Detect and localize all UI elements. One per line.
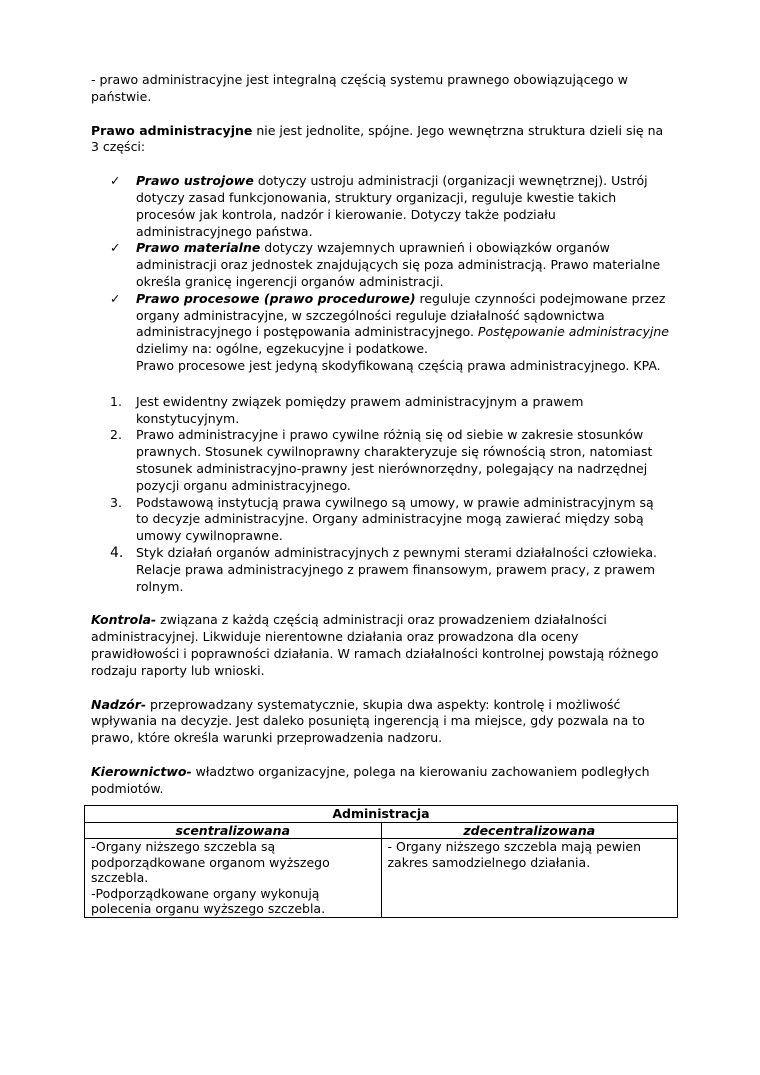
checkmark-icon: ✓ xyxy=(110,290,121,306)
relations-list xyxy=(91,394,670,596)
nadzor-text: przeprowadzany systematycznie, skupia dwa aspekty: kontrolę i możliwość wpływania na decyzje. Jest daleko posuniętą ingerencją i ma miejsce, gdy pozwala na to prawo, które określa warunki przeprowadzenia nadzoru. xyxy=(91,696,645,746)
table-cell-centralized xyxy=(85,839,382,918)
list-item-text: dzielimy na: ogólne, egzekucyjne i podatkowe. xyxy=(136,341,429,357)
table-cell-decentralized xyxy=(381,839,678,918)
checkmark-icon: ✓ xyxy=(110,240,121,256)
structure-text: nie jest jednolite, spójne. Jego wewnętrzna struktura dzieli się na 3 części: xyxy=(91,122,664,155)
law-parts-list xyxy=(91,173,670,375)
numbered-item xyxy=(110,544,670,595)
list-item-text: dotyczy ustroju administracji (organizacji wewnętrznej). Ustrój dotyczy zasad funkcjonowania, struktury organizacji, reguluje kwestie takich procesów jak kontrola, nadzór i kierowanie. Dotyczy także podziału administracyjnego państwa. xyxy=(136,173,648,239)
nadzor-term: Nadzór- xyxy=(91,696,147,712)
nadzor-paragraph xyxy=(91,697,670,747)
list-item xyxy=(110,290,670,375)
kontrola-paragraph xyxy=(91,612,670,679)
column-header-centralized: scentralizowana xyxy=(85,822,382,839)
kontrola-term: Kontrola- xyxy=(91,612,157,628)
numbered-item xyxy=(110,393,670,428)
cell-line: -Organy niższego szczebla są podporządkowane organom wyższego szczebla. xyxy=(91,839,330,885)
intro-paragraph: - prawo administracyjne jest integralną częścią systemu prawnego obowiązującego w państwie. xyxy=(91,72,628,104)
numbered-item xyxy=(110,427,670,494)
item-text: Podstawową instytucją prawa cywilnego są umowy, w prawie administracyjnym są to decyzje administracyjne. Organy administracyjne mogą zawierać między sobą umowy cywilnoprawne. xyxy=(136,494,654,544)
item-number: 1. xyxy=(110,393,122,409)
item-text: Styk działań organów administracyjnych z pewnymi sterami działalności człowieka. Relacje prawa administracyjnego z prawem finansowym, prawem pracy, z prawem rolnym. xyxy=(136,544,658,594)
table-title: Administracja xyxy=(85,806,678,823)
list-item-text: reguluje czynności podejmowane przez organy administracyjne, w szczególności reguluje działalność sądownictwa administracyjnego i postępowania administracyjnego. xyxy=(136,290,666,340)
list-item-term: Prawo materialne xyxy=(136,240,261,256)
structure-paragraph xyxy=(91,123,670,157)
kierownictwo-paragraph xyxy=(91,764,670,798)
cell-line: - Organy niższego szczebla mają pewien zakres samodzielnego działania. xyxy=(387,839,642,870)
item-text: Prawo administracyjne i prawo cywilne różnią się od siebie w zakresie stosunków prawnych. Stosunek cywilnoprawny charakteryzuje się równością stron, natomiast stosunek administracyjno-prawny jest nierównorzędny, polegający na nadrzędnej pozycji organu administracyjnego. xyxy=(136,427,653,493)
list-item-text: dotyczy wzajemnych uprawnień i obowiązków organów administracji oraz jednostek znajdujących się poza administracją. Prawo materialne określa granicę ingerencji organów administracji. xyxy=(136,240,661,289)
kierownictwo-term: Kierownictwo- xyxy=(91,763,192,779)
structure-term: Prawo administracyjne xyxy=(91,122,253,138)
column-header-decentralized: zdecentralizowana xyxy=(381,822,678,839)
item-number: 3. xyxy=(110,494,122,510)
list-item-extra: Prawo procesowe jest jedyną skodyfikowaną częścią prawa administracyjnego. KPA. xyxy=(136,357,661,373)
administration-table xyxy=(84,805,678,918)
list-item-italic: Postępowanie administracyjne xyxy=(477,324,669,340)
kierownictwo-text: władztwo organizacyjne, polega na kierowaniu zachowaniem podległych podmiotów. xyxy=(91,763,650,796)
cell-line: -Podporządkowane organy wykonują polecenia organu wyższego szczebla. xyxy=(91,885,326,916)
item-number: 4. xyxy=(110,544,124,561)
checkmark-icon: ✓ xyxy=(110,173,121,189)
list-item xyxy=(110,240,670,290)
item-text: Jest ewidentny związek pomiędzy prawem administracyjnym a prawem konstytucyjnym. xyxy=(136,393,584,426)
list-item-term: Prawo ustrojowe xyxy=(136,173,254,189)
list-item xyxy=(110,173,670,240)
item-number: 2. xyxy=(110,427,122,443)
kontrola-text: związana z każdą częścią administracji oraz prowadzeniem działalności administracyjnej. Likwiduje nierentowne działania oraz prowadzona dla oceny prawidłowości i poprawności działania. W ramach działalności kontrolnej powstają różnego rodzaju raporty lub wnioski. xyxy=(91,612,659,678)
list-item-term: Prawo procesowe (prawo procedurowe) xyxy=(136,290,416,306)
numbered-item xyxy=(110,494,670,545)
